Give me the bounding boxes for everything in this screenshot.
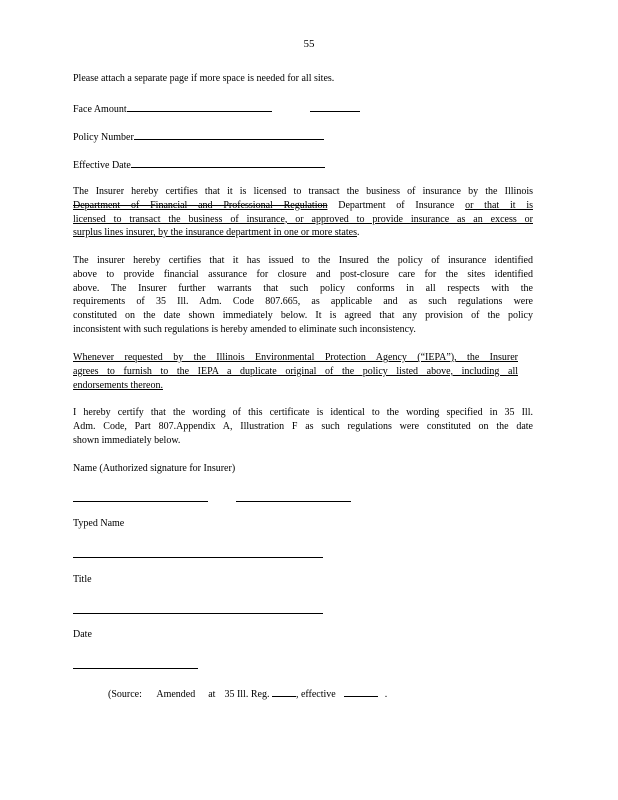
- underlined-line: agrees to furnish to the IEPA a duplicate original of the policy listed above, including all: [73, 365, 518, 377]
- page-number: 55: [303, 38, 315, 50]
- wording-paragraph: [73, 406, 533, 447]
- policy-number-row: [73, 129, 324, 143]
- instruction-text: Please attach a separate page if more space is needed for all sites.: [73, 73, 335, 84]
- iepa-paragraph: [73, 351, 518, 392]
- paragraph-line: requirements of 35 Ill. Adm. Code 807.665, as applicable and as such regulations were: [73, 296, 533, 308]
- paragraph-line: above to provide financial assurance for closure and post-closure care for the sites identified: [73, 268, 533, 280]
- licensing-paragraph: [73, 185, 533, 240]
- underlined-line: Whenever requested by the Illinois Environmental Protection Agency (“IEPA”), the Insurer: [73, 352, 518, 363]
- source-effective: , effective: [295, 689, 336, 700]
- paragraph-line: I hereby certify that the wording of this certificate is identical to the wording specified in 35 Ill.: [73, 407, 533, 418]
- face-amount-field-2[interactable]: [310, 101, 360, 112]
- face-amount-field[interactable]: [127, 101, 272, 112]
- paragraph-line: constituted on the date shown immediately below. It is agreed that any provision of the policy: [73, 310, 533, 322]
- paragraph-line: shown immediately below.: [73, 434, 181, 446]
- face-amount-row: [73, 101, 360, 115]
- date-line[interactable]: [73, 668, 198, 669]
- plain-text: Department of Insurance: [338, 199, 455, 211]
- source-open: (Source:: [108, 689, 142, 700]
- paragraph-line: [73, 199, 533, 213]
- date-label: Date: [73, 629, 92, 640]
- paragraph-line: above. The Insurer further warrants that such policy conforms in all respects with the: [73, 282, 533, 294]
- source-end: .: [384, 689, 388, 700]
- paragraph-line: Adm. Code, Part 807.Appendix A, Illustration F as such regulations were constituted on the date: [73, 420, 533, 432]
- effective-date-row: [73, 157, 325, 171]
- source-citation: 35 Ill. Reg.: [224, 689, 270, 700]
- effective-date-field[interactable]: [131, 157, 325, 168]
- source-amended: Amended: [156, 689, 196, 700]
- underlined-line: licensed to transact the business of insurance, or approved to provide insurance as an excess or: [73, 213, 533, 225]
- paragraph-line: inconsistent with such regulations is hereby amended to eliminate such inconsistency.: [73, 323, 416, 335]
- register-page-field[interactable]: [272, 686, 296, 697]
- underlined-text: or that it is: [465, 199, 533, 211]
- policy-number-field[interactable]: [134, 129, 324, 140]
- struck-text: Department of Financial and Professional Regulation: [73, 199, 328, 211]
- period: .: [356, 227, 360, 239]
- paragraph-line: [73, 226, 533, 240]
- source-note: [108, 686, 387, 700]
- effective-date-blank[interactable]: [344, 686, 378, 697]
- typed-name-label: Typed Name: [73, 518, 125, 529]
- signature-line-2[interactable]: [236, 501, 351, 502]
- paragraph-line: The Insurer hereby certifies that it is licensed to transact the business of insurance by the Illinois: [73, 186, 533, 197]
- signature-line[interactable]: [73, 501, 208, 502]
- underlined-text: surplus lines insurer, by the insurance department in one or more states: [73, 227, 357, 239]
- face-amount-label: Face Amount: [73, 104, 127, 115]
- paragraph-line: The insurer hereby certifies that it has issued to the Insured the policy of insurance identified: [73, 255, 533, 266]
- typed-name-line[interactable]: [73, 557, 323, 558]
- title-label: Title: [73, 574, 92, 585]
- certification-paragraph: [73, 254, 533, 337]
- effective-date-label: Effective Date: [73, 160, 131, 171]
- source-at: at: [208, 689, 216, 700]
- underlined-line: endorsements thereon.: [73, 379, 163, 391]
- policy-number-label: Policy Number: [73, 132, 134, 143]
- title-line[interactable]: [73, 613, 323, 614]
- name-label: Name (Authorized signature for Insurer): [73, 463, 236, 474]
